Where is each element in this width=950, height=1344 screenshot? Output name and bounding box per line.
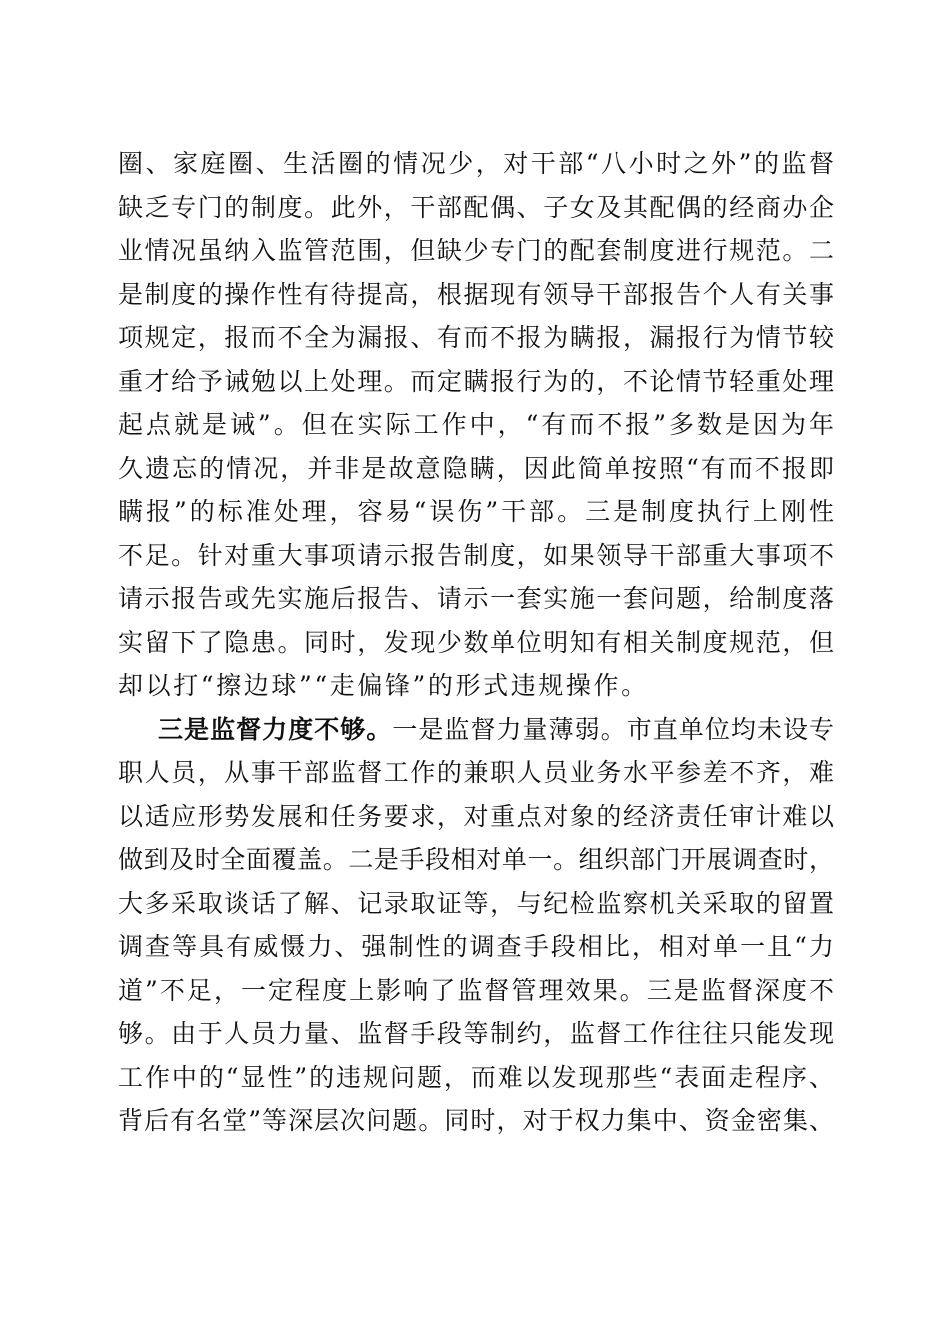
text-line: 大多采取谈话了解、记录取证等，与纪检监察机关采取的留置 <box>118 888 834 918</box>
text-line: 以适应形势发展和任务要求，对重点对象的经济责任审计难以 <box>118 801 834 831</box>
text-line: 久遗忘的情况，并非是故意隐瞒，因此简单按照“有而不报即 <box>118 453 834 483</box>
text-line: 圈、家庭圈、生活圈的情况少，对干部“八小时之外”的监督 <box>118 149 834 178</box>
text-line: 做到及时全面覆盖。二是手段相对单一。组织部门开展调查时， <box>118 845 834 874</box>
text-segment: 一是监督力量薄弱。市直单位均未设专 <box>392 714 834 744</box>
text-line: 调查等具有威慑力、强制性的调查手段相比，相对单一且“力 <box>118 932 834 961</box>
text-line: 工作中的“显性”的违规问题，而难以发现那些“表面走程序、 <box>118 1062 834 1092</box>
paragraph-first-line <box>118 708 834 752</box>
text-line: 重才给予诫勉以上处理。而定瞒报行为的，不论情节轻重处理 <box>118 366 834 396</box>
text-line: 职人员，从事干部监督工作的兼职人员业务水平参差不齐，难 <box>118 758 834 787</box>
text-line: 瞒报”的标准处理，容易“误伤”干部。三是制度执行上刚性 <box>118 497 834 526</box>
paragraph-institution-system <box>118 142 834 708</box>
text-line: 不足。针对重大事项请示报告制度，如果领导干部重大事项不 <box>118 540 834 570</box>
text-line: 请示报告或先实施后报告、请示一套实施一套问题，给制度落 <box>118 584 834 613</box>
text-line: 实留下了隐患。同时，发现少数单位明知有相关制度规范，但 <box>118 627 834 657</box>
text-line: 业情况虽纳入监管范围，但缺少专门的配套制度进行规范。二 <box>118 236 834 265</box>
text-line: 项规定，报而不全为漏报、有而不报为瞒报，漏报行为情节较 <box>118 323 834 352</box>
text-line: 是制度的操作性有待提高，根据现有领导干部报告个人有关事 <box>118 279 834 309</box>
text-line: 道”不足，一定程度上影响了监督管理效果。三是监督深度不 <box>118 975 834 1005</box>
text-line: 却以打“擦边球”“走偏锋”的形式违规操作。 <box>118 671 649 700</box>
document-body <box>118 142 834 1143</box>
text-line: 背后有名堂”等深层次问题。同时，对于权力集中、资金密集、 <box>118 1106 834 1135</box>
text-line: 起点就是诫”。但在实际工作中，“有而不报”多数是因为年 <box>118 410 834 439</box>
text-line: 缺乏专门的制度。此外，干部配偶、子女及其配偶的经商办企 <box>118 192 834 222</box>
text-line: 够。由于人员力量、监督手段等制约，监督工作往往只能发现 <box>118 1019 834 1048</box>
paragraph-supervision-strength <box>118 708 834 1143</box>
section-heading: 三是监督力度不够。 <box>158 714 393 744</box>
